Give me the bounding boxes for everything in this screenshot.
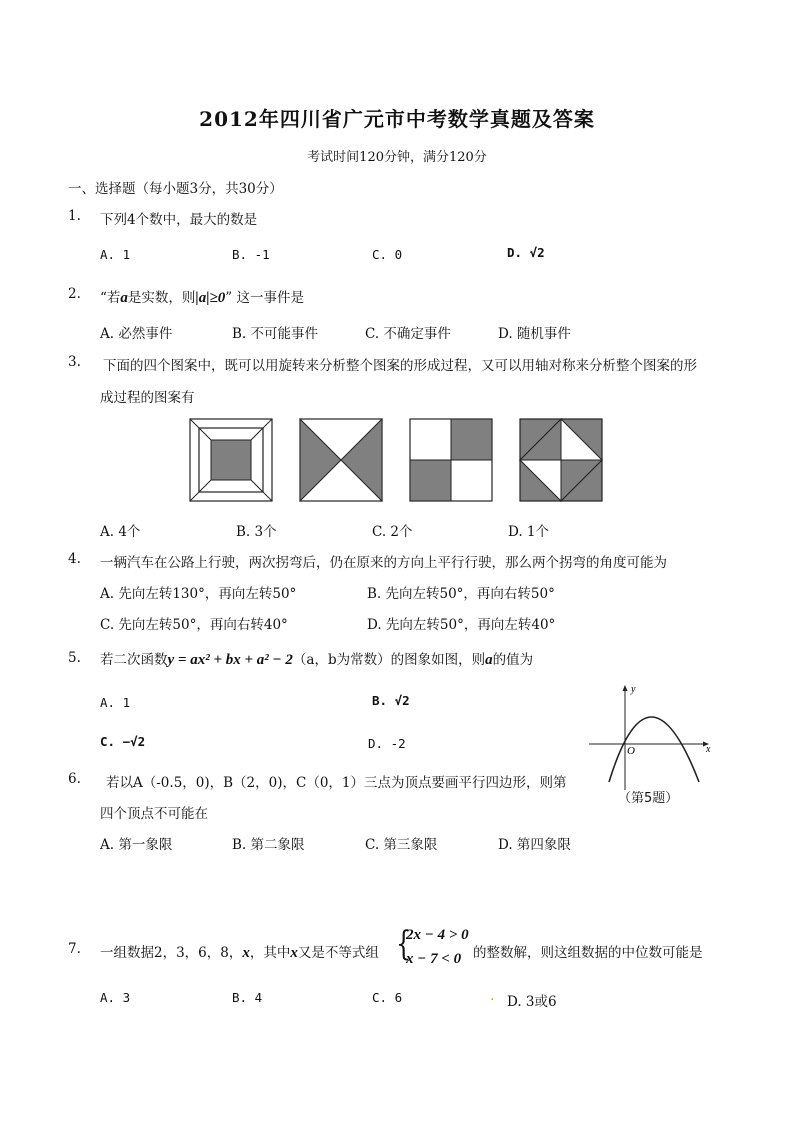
section-heading: 一、选择题（每小题3分，共30分） (68, 181, 283, 197)
q7-option-d: D. 3或6 (507, 994, 557, 1010)
q2-option-b: B. 不可能事件 (232, 326, 319, 342)
q7-option-b: B. 4 (232, 990, 263, 1005)
q5-option-b: B. √2 (372, 693, 410, 708)
q5-text-paren: （a，b为常数）的图象如图，则 (292, 652, 486, 668)
origin-label: O (627, 745, 635, 757)
pattern-2-hourglass (299, 418, 383, 502)
x-axis-label: x (706, 744, 711, 755)
q2-abs-expression: |a|≥0 (195, 290, 226, 306)
q6-line2: 四个顶点不可能在 (100, 806, 208, 822)
q7-stem-pre (100, 941, 379, 962)
q4-number: 4. (68, 551, 81, 567)
exam-info: 考试时间120分钟，满分120分 (307, 150, 487, 165)
q5-number: 5. (68, 650, 81, 666)
q7-option-a: A. 3 (100, 990, 131, 1005)
q1-option-b: B. -1 (232, 247, 270, 262)
q5-formula: y = ax² + bx + a² − 2 (167, 652, 293, 668)
q1-option-d: D. √2 (507, 245, 545, 260)
q5-option-c: C. −√2 (100, 734, 146, 749)
q1-option-a: A. 1 (100, 247, 131, 262)
q5-var-a: a (485, 652, 493, 668)
q4-option-c: C. 先向左转50°，再向右转40° (100, 617, 288, 633)
q5-text-pre: 若二次函数 (100, 652, 168, 668)
q7-var-x2: x (290, 945, 298, 961)
q7-inequality-2: x − 7 < 0 (406, 951, 462, 967)
q2-option-d: D. 随机事件 (498, 326, 571, 342)
q7-text-pre: 一组数据2，3，6，8， (100, 945, 243, 961)
q7-brace: { (396, 924, 412, 964)
q6-option-a: A. 第一象限 (100, 837, 173, 853)
q7-number: 7. (68, 941, 81, 957)
q5-figure-caption: （第5题） (618, 791, 679, 806)
q2-text-mid: 是实数，则 (127, 290, 196, 306)
q3-option-d: D. 1个 (508, 524, 550, 540)
q4-text: 一辆汽车在公路上行驶，两次拐弯后，仍在原来的方向上平行行驶，那么两个拐弯的角度可能为 (100, 555, 667, 571)
q6-option-d: D. 第四象限 (498, 837, 571, 853)
q2-option-c: C. 不确定事件 (365, 326, 451, 342)
q6-number: 6. (68, 771, 81, 787)
q3-option-b: B. 3个 (236, 524, 277, 540)
pattern-1-nested-squares (189, 418, 273, 502)
pattern-3-checker (409, 418, 493, 502)
q1-number: 1. (68, 208, 81, 224)
q1-option-c: C. 0 (372, 247, 403, 262)
q2-var-a: a (120, 290, 128, 306)
q1-text: 下列4个数中，最大的数是 (100, 212, 258, 228)
q4-option-a: A. 先向左转130°，再向左转50° (100, 586, 297, 602)
parabola-curve (609, 717, 699, 782)
q2-stem (100, 286, 304, 307)
page-title: 2012年四川省广元市中考数学真题及答案 (199, 107, 595, 131)
q2-text-post: ” 这一事件是 (225, 290, 304, 306)
q3-option-c: C. 2个 (372, 524, 413, 540)
q7-option-c: C. 6 (372, 990, 403, 1005)
q2-option-a: A. 必然事件 (100, 326, 173, 342)
q5-text-post: 的值为 (492, 652, 534, 668)
q5-option-a: A. 1 (100, 695, 131, 710)
q7-text-mid2: 又是不等式组 (297, 945, 379, 961)
q3-option-a: A. 4个 (100, 524, 141, 540)
q3-line1: 下面的四个图案中，既可以用旋转来分析整个图案的形成过程，又可以用轴对称来分析整个图案的形 (103, 358, 697, 374)
q5-stem (100, 648, 533, 669)
q6-line1: 若以A（-0.5，0)，B（2，0)，C（0，1）三点为顶点要画平行四边形，则第 (106, 775, 567, 791)
q7-text-mid: ，其中 (249, 945, 291, 961)
y-axis-label: y (631, 684, 636, 695)
stray-dot: . (490, 988, 495, 1004)
q6-option-b: B. 第二象限 (232, 837, 305, 853)
q6-option-c: C. 第三象限 (365, 837, 438, 853)
pattern-4-diamond (519, 418, 603, 502)
q7-text-post: 的整数解，则这组数据的中位数可能是 (473, 945, 703, 961)
q4-option-d: D. 先向左转50°，再向左转40° (367, 617, 556, 633)
q3-number: 3. (68, 354, 81, 370)
q5-option-d: D. -2 (368, 736, 406, 751)
q7-inequality-1: 2x − 4 > 0 (406, 927, 469, 943)
q4-option-b: B. 先向左转50°，再向右转50° (367, 586, 555, 602)
q2-text-pre: “若 (100, 290, 121, 306)
q7-var-x: x (242, 945, 250, 961)
q2-number: 2. (68, 286, 81, 302)
q3-line2: 成过程的图案有 (100, 390, 195, 406)
